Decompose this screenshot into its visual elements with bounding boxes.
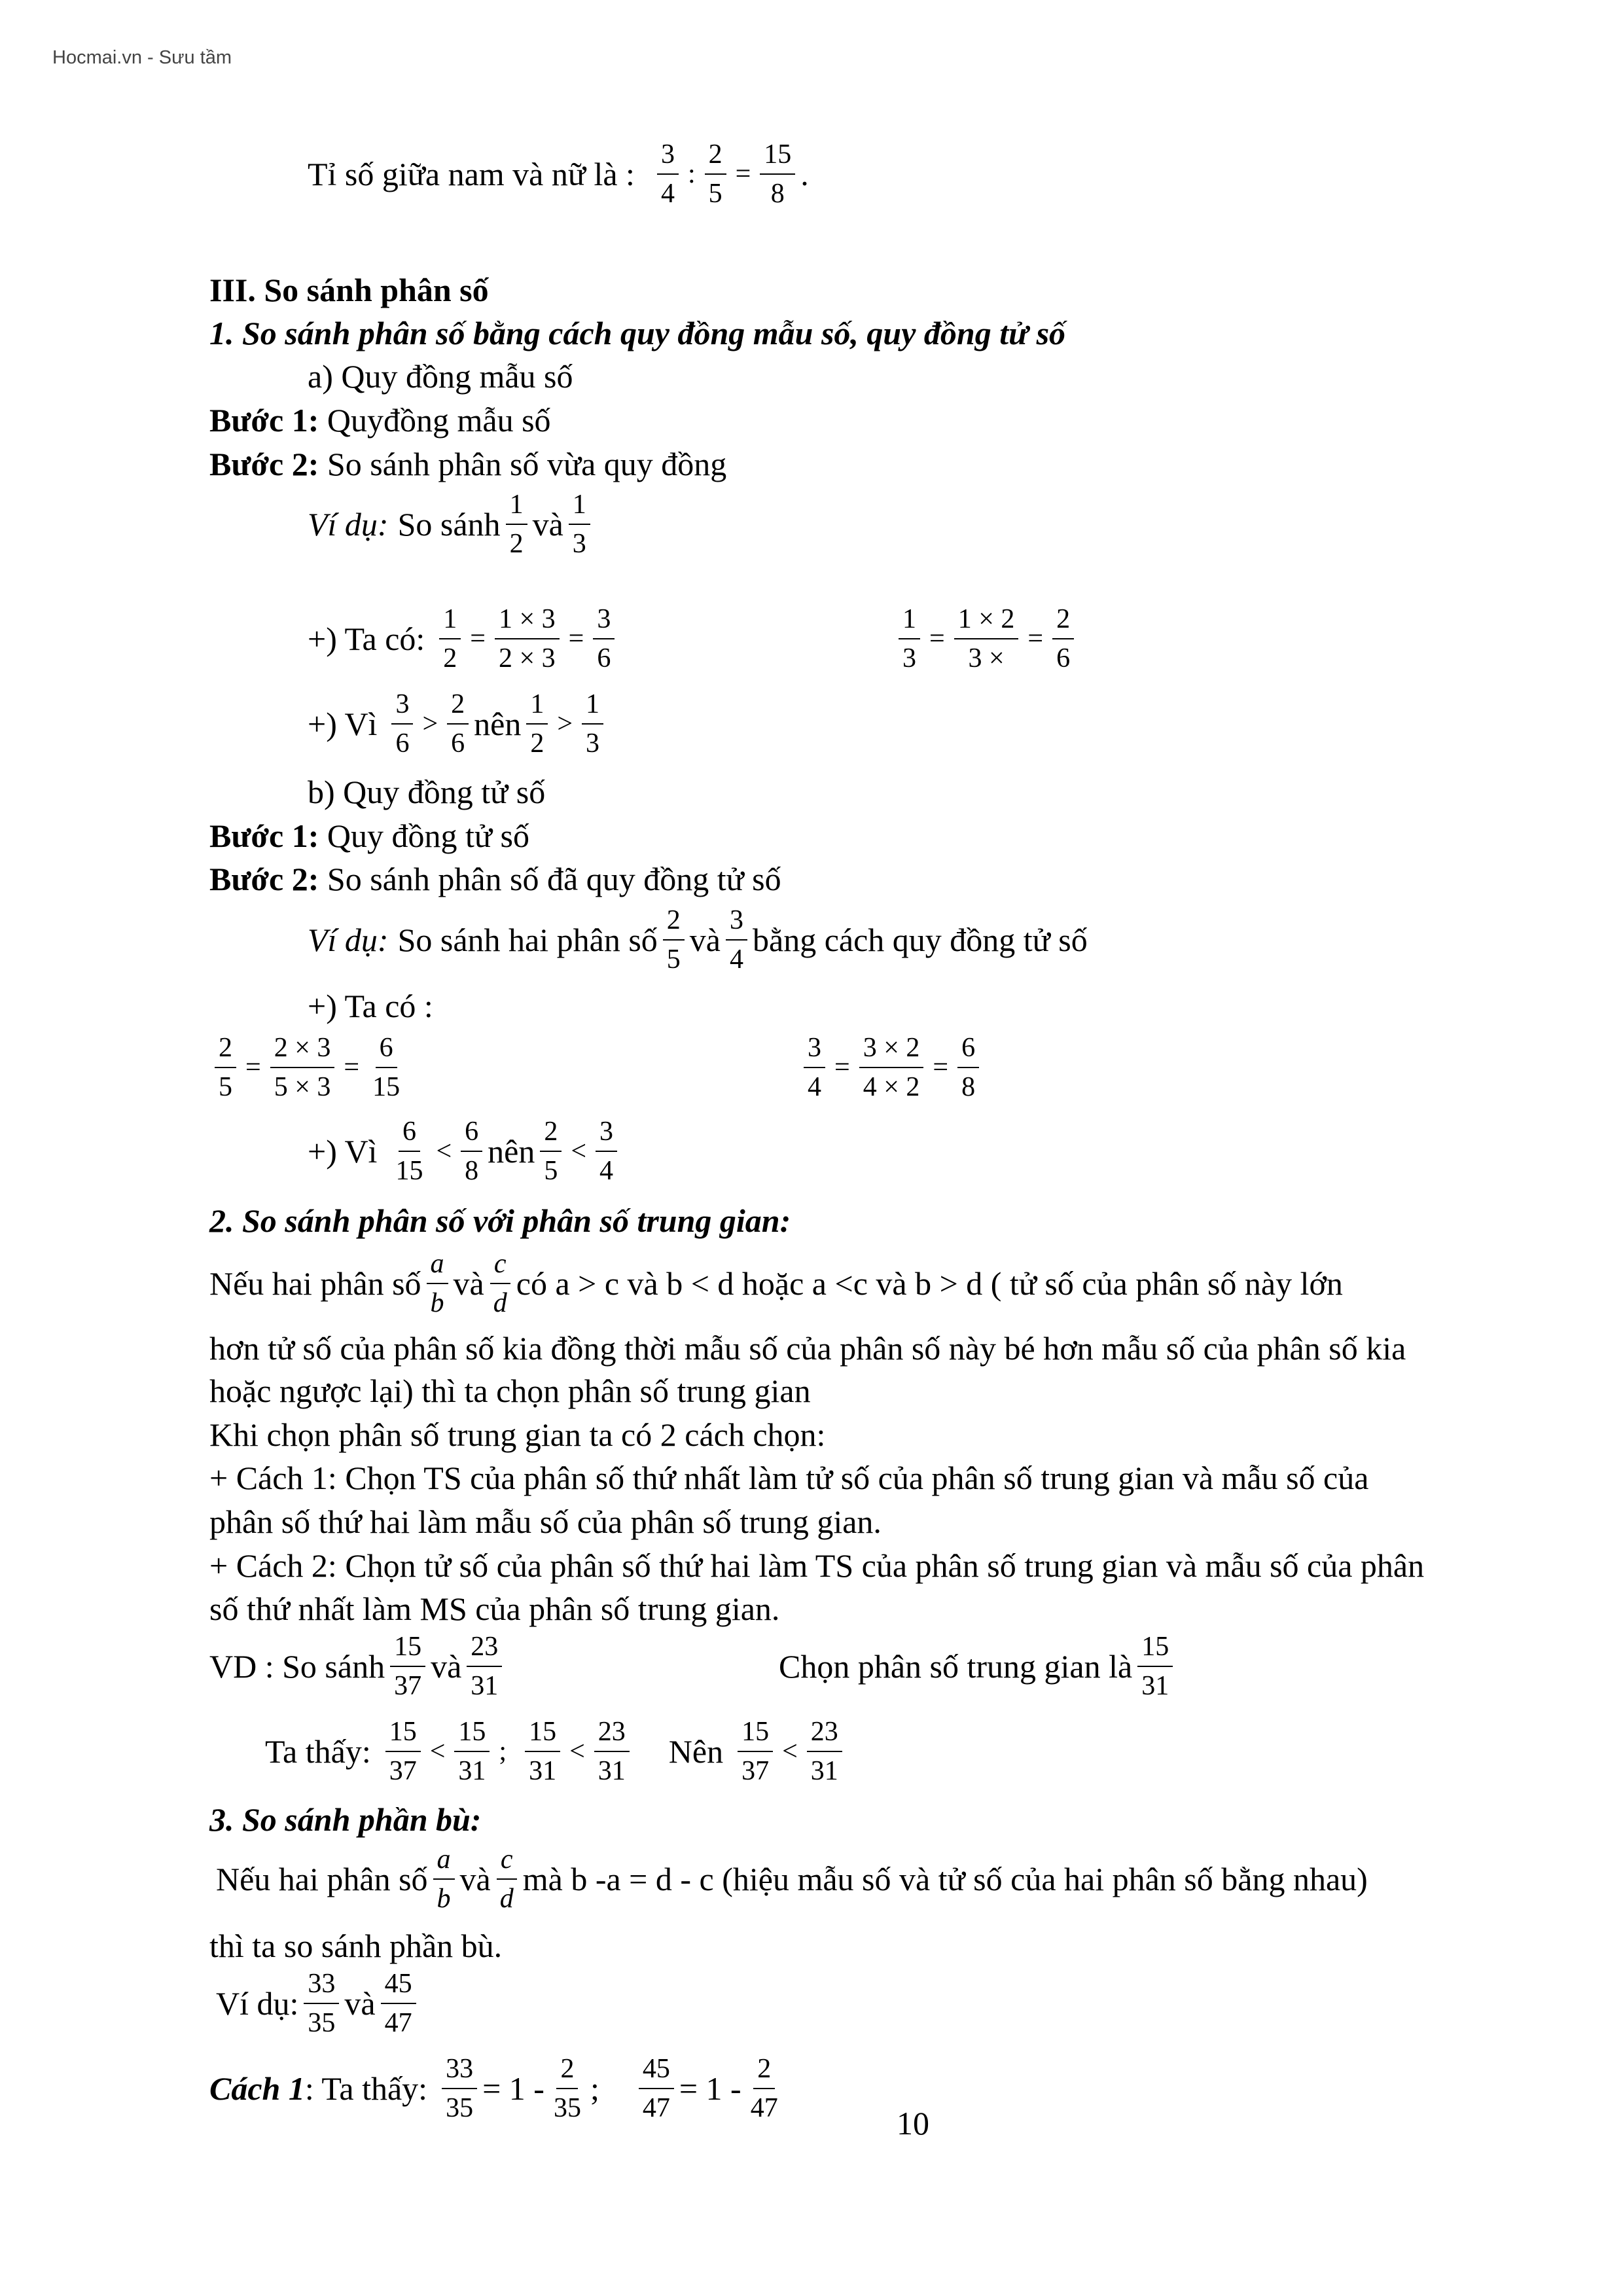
paragraph-line: hoặc ngược lại) thì ta chọn phân số trung gian	[209, 1372, 811, 1409]
fraction: $\frac{2}{5}$	[705, 141, 726, 207]
method-line: Cách 1 : Ta thấy: $\frac{33}{35}$ = 1 - 2 35 ; $\frac{45}{47}$ = 1 - 2 47	[209, 2054, 778, 2123]
ratio-prefix: Tỉ số giữa nam và nữ là :	[308, 156, 635, 192]
fraction: 1 3	[569, 491, 590, 558]
paragraph-line: + Cách 2: Chọn tử số của phân số thứ hai làm TS của phân số trung gian và mẫu số của phân	[209, 1547, 1425, 1584]
example-line: Ví dụ: So sánh 1 2 và 1 3	[308, 491, 596, 558]
section-title: III. So sánh phân số	[209, 272, 489, 308]
example-line: VD : So sánh 15 37 và 23 31	[209, 1633, 507, 1700]
equation-line: $\frac{3}{4}$ = $\frac{3 \times 2}{4 \times 2}$ = $\frac{6}{8}$	[798, 1034, 984, 1101]
page-number: 10	[897, 2105, 929, 2142]
paragraph-line: Nếu hai phân số a b và c d có a > c và b < d hoặc a <c và b > d ( tử số của phân số này lớn	[209, 1249, 1343, 1318]
equation-line: $\frac{1}{3}$ = $\frac{1 \times 2}{3 \times}$ = $\frac{2}{6}$	[893, 605, 1079, 672]
fraction: $\frac{15}{8}$	[760, 141, 795, 207]
part-title: b) Quy đồng tử số	[308, 774, 546, 810]
step-line: Bước 2: So sánh phân số vừa quy đồng	[209, 446, 727, 482]
paragraph-line: hơn tử số của phân số kia đồng thời mẫu số của phân số này bé hơn mẫu số của phân số kia	[209, 1330, 1406, 1367]
comparison-line: Ta thấy: 15 37 < 15 31 ; 15 31 < 23 31 Nên 15 37 < 23 31	[265, 1718, 847, 1785]
example-line: Ví dụ: 33 35 và 45 47	[216, 1970, 421, 2037]
paragraph-line: + Cách 1: Chọn TS của phân số thứ nhất làm tử số của phân số trung gian và mẫu số của	[209, 1460, 1369, 1496]
equation-line: $\frac{2}{5}$ = $\frac{2 \times 3}{5 \times 3}$ = $\frac{6}{15}$	[209, 1034, 409, 1101]
paragraph-line: Khi chọn phân số trung gian ta có 2 cách chọn:	[209, 1416, 826, 1453]
statement: +) Ta có :	[308, 988, 433, 1024]
example-line: Chọn phân số trung gian là 15 31	[779, 1633, 1178, 1700]
part-title: a) Quy đồng mẫu số	[308, 358, 573, 395]
paragraph-line: thì ta so sánh phần bù.	[209, 1928, 503, 1964]
paragraph-line: phân số thứ hai làm mẫu số của phân số trung gian.	[209, 1503, 882, 1540]
comparison-line: +) Vì 3 6 > 2 6 nên 1 2 > 1 3	[308, 691, 609, 757]
example-line: Ví dụ: So sánh hai phân số 2 5 và 3 4 bằng cách quy đồng tử số	[308, 905, 1088, 975]
ratio-line: Tỉ số giữa nam và nữ là : 3 4 : $\frac{2}{5}$ = $\frac{15}{8}$ .	[308, 139, 809, 209]
source-header: Hocmai.vn - Sưu tầm	[52, 47, 232, 68]
comparison-line: +) Vì 6 15 < 6 8 nên 2 5 < 3 4	[308, 1118, 622, 1185]
equation-line: +) Ta có: $\frac{1}{2}$ = $\frac{1 \times 3}{2 \times 3}$ = $\frac{3}{6}$	[308, 605, 620, 672]
step-line: Bước 1: Quy đồng tử số	[209, 817, 529, 854]
step-line: Bước 1: Quyđồng mẫu số	[209, 402, 551, 439]
subsection-title: 3. So sánh phần bù:	[209, 1801, 482, 1838]
subsection-title: 2. So sánh phân số với phân số trung gian:	[209, 1202, 791, 1239]
subsection-title: 1. So sánh phân số bằng cách quy đồng mẫu số, quy đồng tử số	[209, 315, 1066, 351]
step-line: Bước 2: So sánh phân số đã quy đồng tử số	[209, 861, 781, 897]
fraction: 3 4	[657, 141, 679, 207]
paragraph-line: số thứ nhất làm MS của phân số trung gian.	[209, 1590, 780, 1627]
paragraph-line: Nếu hai phân số a b và c d mà b -a = d - c (hiệu mẫu số và tử số của hai phân số bằng nhau)	[216, 1844, 1368, 1914]
fraction: 1 2	[506, 491, 527, 558]
